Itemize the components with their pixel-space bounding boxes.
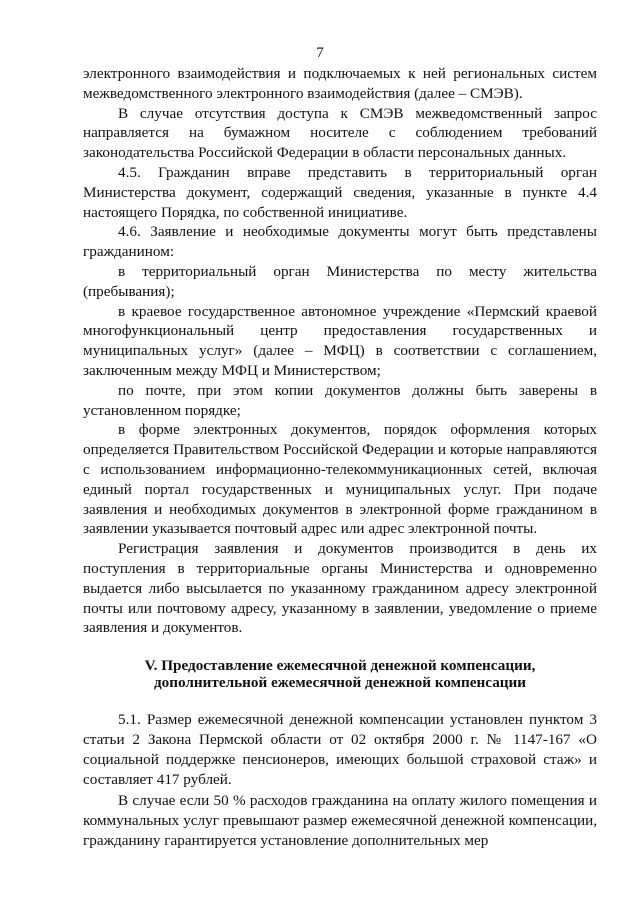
list-item-territorial-body: в территориальный орган Министерства по месту жительства (пребывания); <box>83 262 597 300</box>
paragraph-5-1: 5.1. Размер ежемесячной денежной компенсации установлен пунктом 3 статьи 2 Закона Пермской области от 02 октября 2000 г. № 1147-167 «О социальной поддержке пенсионеров, имеющих большой страховой стаж» и составляет 417 рублей. <box>83 711 597 788</box>
paragraph-4-6: 4.6. Заявление и необходимые документы могут быть представлены гражданином: <box>83 223 597 261</box>
paragraph-50-percent: В случае если 50 % расходов гражданина на оплату жилого помещения и коммунальных услуг превышают размер ежемесячной денежной компенсации, гражданину гарантируется установление дополнительных мер <box>83 792 597 849</box>
paragraph-registration: Регистрация заявления и документов производится в день их поступления в территориальные органы Министерства и одновременно выдается либо высылается по указанному гражданином адресу электронной почты или почтовому адресу, указанному в заявлении, уведомление о приеме заявления и документов. <box>83 540 597 637</box>
paragraph-4-5: 4.5. Гражданин вправе представить в территориальный орган Министерства документ, содержащий сведения, указанные в пункте 4.4 настоящего Порядка, по собственной инициативе. <box>83 163 597 221</box>
section-heading-line-1: V. Предоставление ежемесячной денежной компенсации, <box>144 657 536 675</box>
list-item-post: по почте, при этом копии документов должны быть заверены в установленном порядке; <box>83 381 597 419</box>
list-item-electronic: в форме электронных документов, порядок оформления которых определяется Правительством Российской Федерации и которые направляются с использованием информационно-телекоммуникационных сетей, включая единый портал государственных и муниципальных услуг. При подаче заявления и необходимых документов в электронной форме гражданином в заявлении указывается почтовый адрес или адрес электронной почты. <box>83 421 597 538</box>
document-body <box>83 64 597 851</box>
paragraph-smev-continuation: электронного взаимодействия и подключаемых к ней региональных систем межведомственного электронного взаимодействия (далее – СМЭВ). <box>83 65 597 102</box>
section-heading-line-2: дополнительной ежемесячной денежной компенсации <box>153 674 527 692</box>
paragraph-no-smev-access: В случае отсутствия доступа к СМЭВ межведомственный запрос направляется на бумажном носителе с соблюдением требований законодательства Российской Федерации в области персональных данных. <box>83 104 597 162</box>
page-number: 7 <box>316 45 324 61</box>
section-heading <box>83 657 597 691</box>
list-item-mfc: в краевое государственное автономное учреждение «Пермский краевой многофункциональный центр предоставления государственных и муниципальных услуг» (далее – МФЦ) в соответствии с соглашением, заключенным между МФЦ и Министерством; <box>83 302 597 379</box>
